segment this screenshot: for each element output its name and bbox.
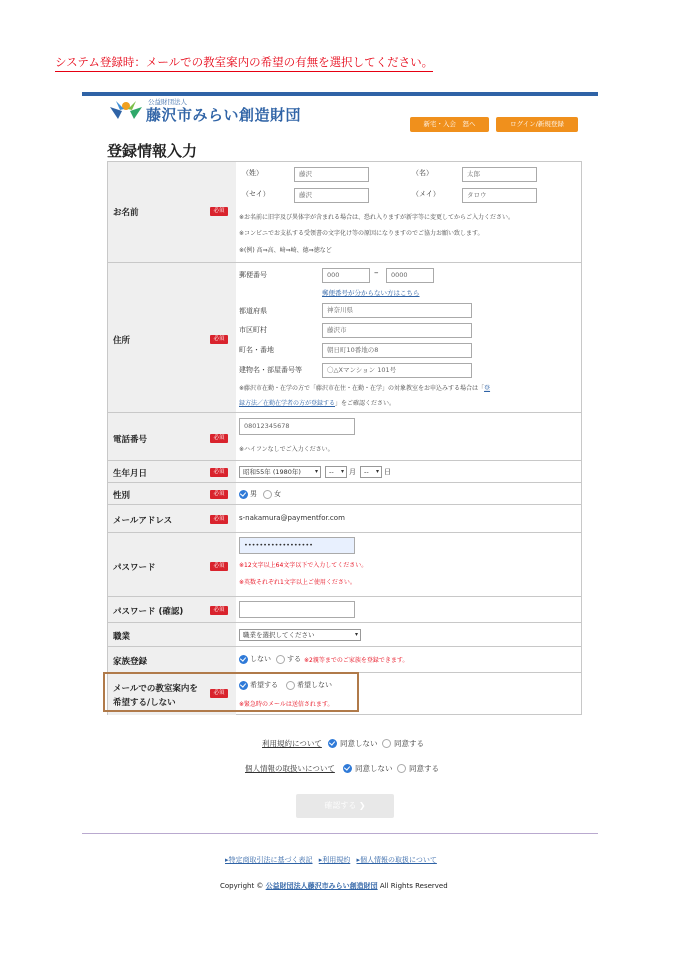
footer-link-tokushoho[interactable]: ▸特定商取引法に基づく表記 — [225, 856, 313, 864]
gender-value-cell — [236, 483, 581, 505]
city-input[interactable]: 藤沢市 — [322, 323, 472, 338]
job-select-value: 職業を選択してください — [243, 631, 315, 639]
gender-row — [108, 482, 581, 505]
terms-agree-label: 同意する — [394, 739, 424, 748]
family-row — [108, 646, 581, 673]
required-badge: 必須 — [210, 207, 228, 216]
required-badge: 必須 — [210, 606, 228, 615]
phone-note: ※ハイフンなしでご入力ください。 — [239, 446, 334, 453]
town-label: 町名・番地 — [239, 346, 274, 354]
birthdate-value-cell — [236, 461, 581, 483]
name-label-cell — [108, 162, 236, 262]
phone-label-cell — [108, 413, 236, 461]
phone-value-cell — [236, 413, 581, 461]
password-note-2: ※英数それぞれ1文字以上ご使用ください。 — [239, 579, 356, 586]
copyright — [220, 881, 448, 891]
login-register-button[interactable]: ログイン/新規登録 — [496, 117, 578, 132]
privacy-agreement — [245, 762, 465, 776]
sei-label: （姓） — [242, 169, 263, 177]
birth-day-select[interactable] — [360, 466, 382, 478]
family-label: 家族登録 — [113, 657, 148, 667]
gender-male-label: 男 — [250, 490, 257, 498]
birth-day-value: -- — [364, 468, 369, 476]
chevron-down-icon: ▾ — [354, 631, 358, 638]
password-confirm-row — [108, 596, 581, 623]
mei-label: （名） — [412, 169, 433, 177]
terms-agree-radio[interactable] — [382, 739, 391, 748]
birthdate-row — [108, 460, 581, 483]
address-row — [108, 262, 581, 413]
birthdate-label-cell — [108, 461, 236, 483]
phone-input[interactable]: 08012345678 — [239, 418, 355, 435]
join-button[interactable]: 新宅・入会 怒へ — [410, 117, 489, 132]
password-confirm-label: パスワード (確認) — [113, 607, 184, 617]
terms-disagree-label: 同意しない — [340, 739, 378, 748]
family-value-cell — [236, 647, 581, 673]
address-label: 住所 — [113, 336, 131, 346]
gender-label: 性別 — [113, 491, 131, 501]
birth-year-value: 昭和55年 (1980年) — [243, 468, 301, 476]
phone-row — [108, 412, 581, 461]
address-note-text-2: 」をご確認ください。 — [335, 400, 396, 407]
family-yes-radio[interactable] — [276, 655, 285, 664]
name-note-3: ※(例) 髙⇒高、﨑⇒崎、德⇒徳など — [239, 247, 332, 254]
copyright-org-link[interactable]: 公益財団法人藤沢市みらい創造財団 — [265, 882, 378, 890]
building-label: 建物名・部屋番号等 — [239, 366, 302, 374]
privacy-agree-radio[interactable] — [397, 764, 406, 773]
password-input[interactable]: •••••••••••••••••• — [239, 537, 355, 554]
building-input[interactable]: 〇△Xマンション 101号 — [322, 363, 472, 378]
mail-guide-label-line2: 希望する/しない — [113, 698, 176, 708]
logo-mark-icon — [108, 97, 144, 121]
mail-guide-yes-label: 希望する — [250, 681, 278, 689]
mail-guide-no-label: 希望しない — [297, 681, 332, 689]
footer-link-terms[interactable]: ▸利用規約 — [318, 856, 351, 864]
privacy-disagree-label: 同意しない — [355, 764, 393, 773]
logo-small-text: 公益財団法人 — [148, 98, 187, 106]
highlight-box — [103, 672, 359, 712]
birthdate-label: 生年月日 — [113, 469, 148, 479]
birth-year-select[interactable] — [239, 466, 321, 478]
page-title: 登録情報入力 — [107, 142, 198, 160]
family-label-cell — [108, 647, 236, 673]
phone-label: 電話番号 — [113, 435, 148, 445]
header-top-bar — [82, 92, 598, 96]
registration-method-link[interactable]: 録方法／在勤在学者の方が登録する — [239, 400, 336, 407]
footer-links — [225, 855, 437, 865]
password-value-cell — [236, 533, 581, 597]
chevron-down-icon: ▾ — [375, 468, 379, 475]
terms-disagree-radio[interactable] — [328, 739, 337, 748]
gender-female-radio[interactable] — [263, 490, 272, 499]
address-note-2 — [239, 398, 395, 407]
name-note-2: ※コンビニでお支払する受領書の文字化け等の原因になりますのでご協力お願い致します。 — [239, 230, 484, 237]
job-label: 職業 — [113, 632, 131, 642]
sei-kana-label: （セイ） — [242, 190, 270, 198]
postal-dash: – — [374, 268, 379, 278]
email-value-cell — [236, 505, 581, 533]
instruction-caption: システム登録時：メールでの教室案内の希望の有無を選択してください。 — [55, 54, 433, 72]
privacy-link[interactable]: 個人情報の取扱いについて — [245, 764, 335, 773]
postal-code-2-input[interactable]: 0000 — [386, 268, 434, 283]
mail-guide-note: ※緊急時のメールは送信されます。 — [239, 701, 334, 708]
required-badge: 必須 — [210, 515, 228, 524]
family-no-radio[interactable] — [239, 655, 248, 664]
required-badge: 必須 — [210, 562, 228, 571]
footer-link-privacy[interactable]: ▸個人情報の取扱について — [356, 856, 437, 864]
password-label-cell — [108, 533, 236, 597]
email-label: メールアドレス — [113, 516, 173, 526]
copyright-prefix: Copyright © — [220, 882, 266, 890]
family-note: ※2親等までのご家族を登録できます。 — [304, 657, 409, 664]
address-value-cell — [236, 263, 581, 413]
name-note-1: ※お名前に旧字及び異体字が含まれる場合は、恐れ入りますが新字等に変更してからご入力ください。 — [239, 214, 515, 221]
postal-code-1-input[interactable]: 000 — [322, 268, 370, 283]
mei-input[interactable]: 太郎 — [462, 167, 537, 182]
chevron-down-icon: ▾ — [340, 468, 344, 475]
mei-kana-input[interactable]: タロウ — [462, 188, 537, 203]
birth-month-value: -- — [329, 468, 334, 476]
job-label-cell — [108, 623, 236, 647]
sei-input[interactable]: 藤沢 — [294, 167, 369, 182]
gender-male-radio[interactable] — [239, 490, 248, 499]
gender-female-label: 女 — [274, 490, 281, 498]
required-badge: 必須 — [210, 434, 228, 443]
privacy-disagree-radio[interactable] — [343, 764, 352, 773]
day-unit: 日 — [384, 468, 391, 476]
email-value: s-nakamura@paymentfor.com — [239, 514, 345, 522]
chevron-down-icon: ▾ — [314, 468, 318, 475]
address-note-text: ※藤沢市在勤・在学の方で「藤沢市在住・在勤・在学」の対象教室をお申込みする場合は「 — [239, 385, 485, 392]
city-label: 市区町村 — [239, 326, 267, 334]
email-label-cell — [108, 505, 236, 533]
sei-kana-input[interactable]: 藤沢 — [294, 188, 369, 203]
privacy-agree-label: 同意する — [409, 764, 439, 773]
family-no-label: しない — [250, 655, 271, 663]
name-value-cell — [236, 162, 581, 262]
town-input[interactable]: 朝日町10番地の8 — [322, 343, 472, 358]
pref-label: 都道府県 — [239, 307, 267, 315]
copyright-suffix: All Rights Reserved — [377, 882, 448, 890]
registration-method-link-start[interactable]: 登 — [484, 385, 491, 392]
month-unit: 月 — [349, 468, 356, 476]
password-label: パスワード — [113, 563, 156, 573]
gender-label-cell — [108, 483, 236, 505]
email-row — [108, 504, 581, 533]
required-badge: 必須 — [210, 335, 228, 344]
name-row — [108, 162, 581, 262]
footer-divider — [82, 833, 598, 834]
mei-kana-label: （メイ） — [412, 190, 440, 198]
address-note-1 — [239, 383, 490, 392]
password-confirm-value-cell — [236, 597, 581, 623]
password-row — [108, 532, 581, 597]
postal-lookup-link[interactable]: 郵便番号が分からない方はこちら — [322, 289, 420, 297]
terms-agreement — [262, 737, 462, 751]
name-label: お名前 — [113, 208, 139, 218]
address-label-cell — [108, 263, 236, 413]
mail-guide-label-line1: メールでの教室案内を — [113, 684, 198, 694]
required-badge: 必須 — [210, 689, 228, 698]
confirm-button[interactable]: 確認する ❯ — [296, 794, 394, 818]
family-yes-label: する — [287, 655, 301, 663]
required-badge: 必須 — [210, 490, 228, 499]
job-select[interactable] — [239, 629, 361, 641]
terms-link[interactable]: 利用規約について — [262, 739, 322, 748]
password-confirm-input[interactable] — [239, 601, 355, 618]
registration-form — [107, 161, 582, 715]
logo-name: 藤沢市みらい創造財団 — [146, 106, 302, 124]
job-value-cell — [236, 623, 581, 647]
prefecture-input[interactable]: 神奈川県 — [322, 303, 472, 318]
birth-month-select[interactable] — [325, 466, 347, 478]
password-note-1: ※12文字以上64文字以下で入力してください。 — [239, 562, 368, 569]
postal-label: 郵便番号 — [239, 271, 267, 279]
required-badge: 必須 — [210, 468, 228, 477]
password-confirm-label-cell — [108, 597, 236, 623]
job-row — [108, 622, 581, 647]
